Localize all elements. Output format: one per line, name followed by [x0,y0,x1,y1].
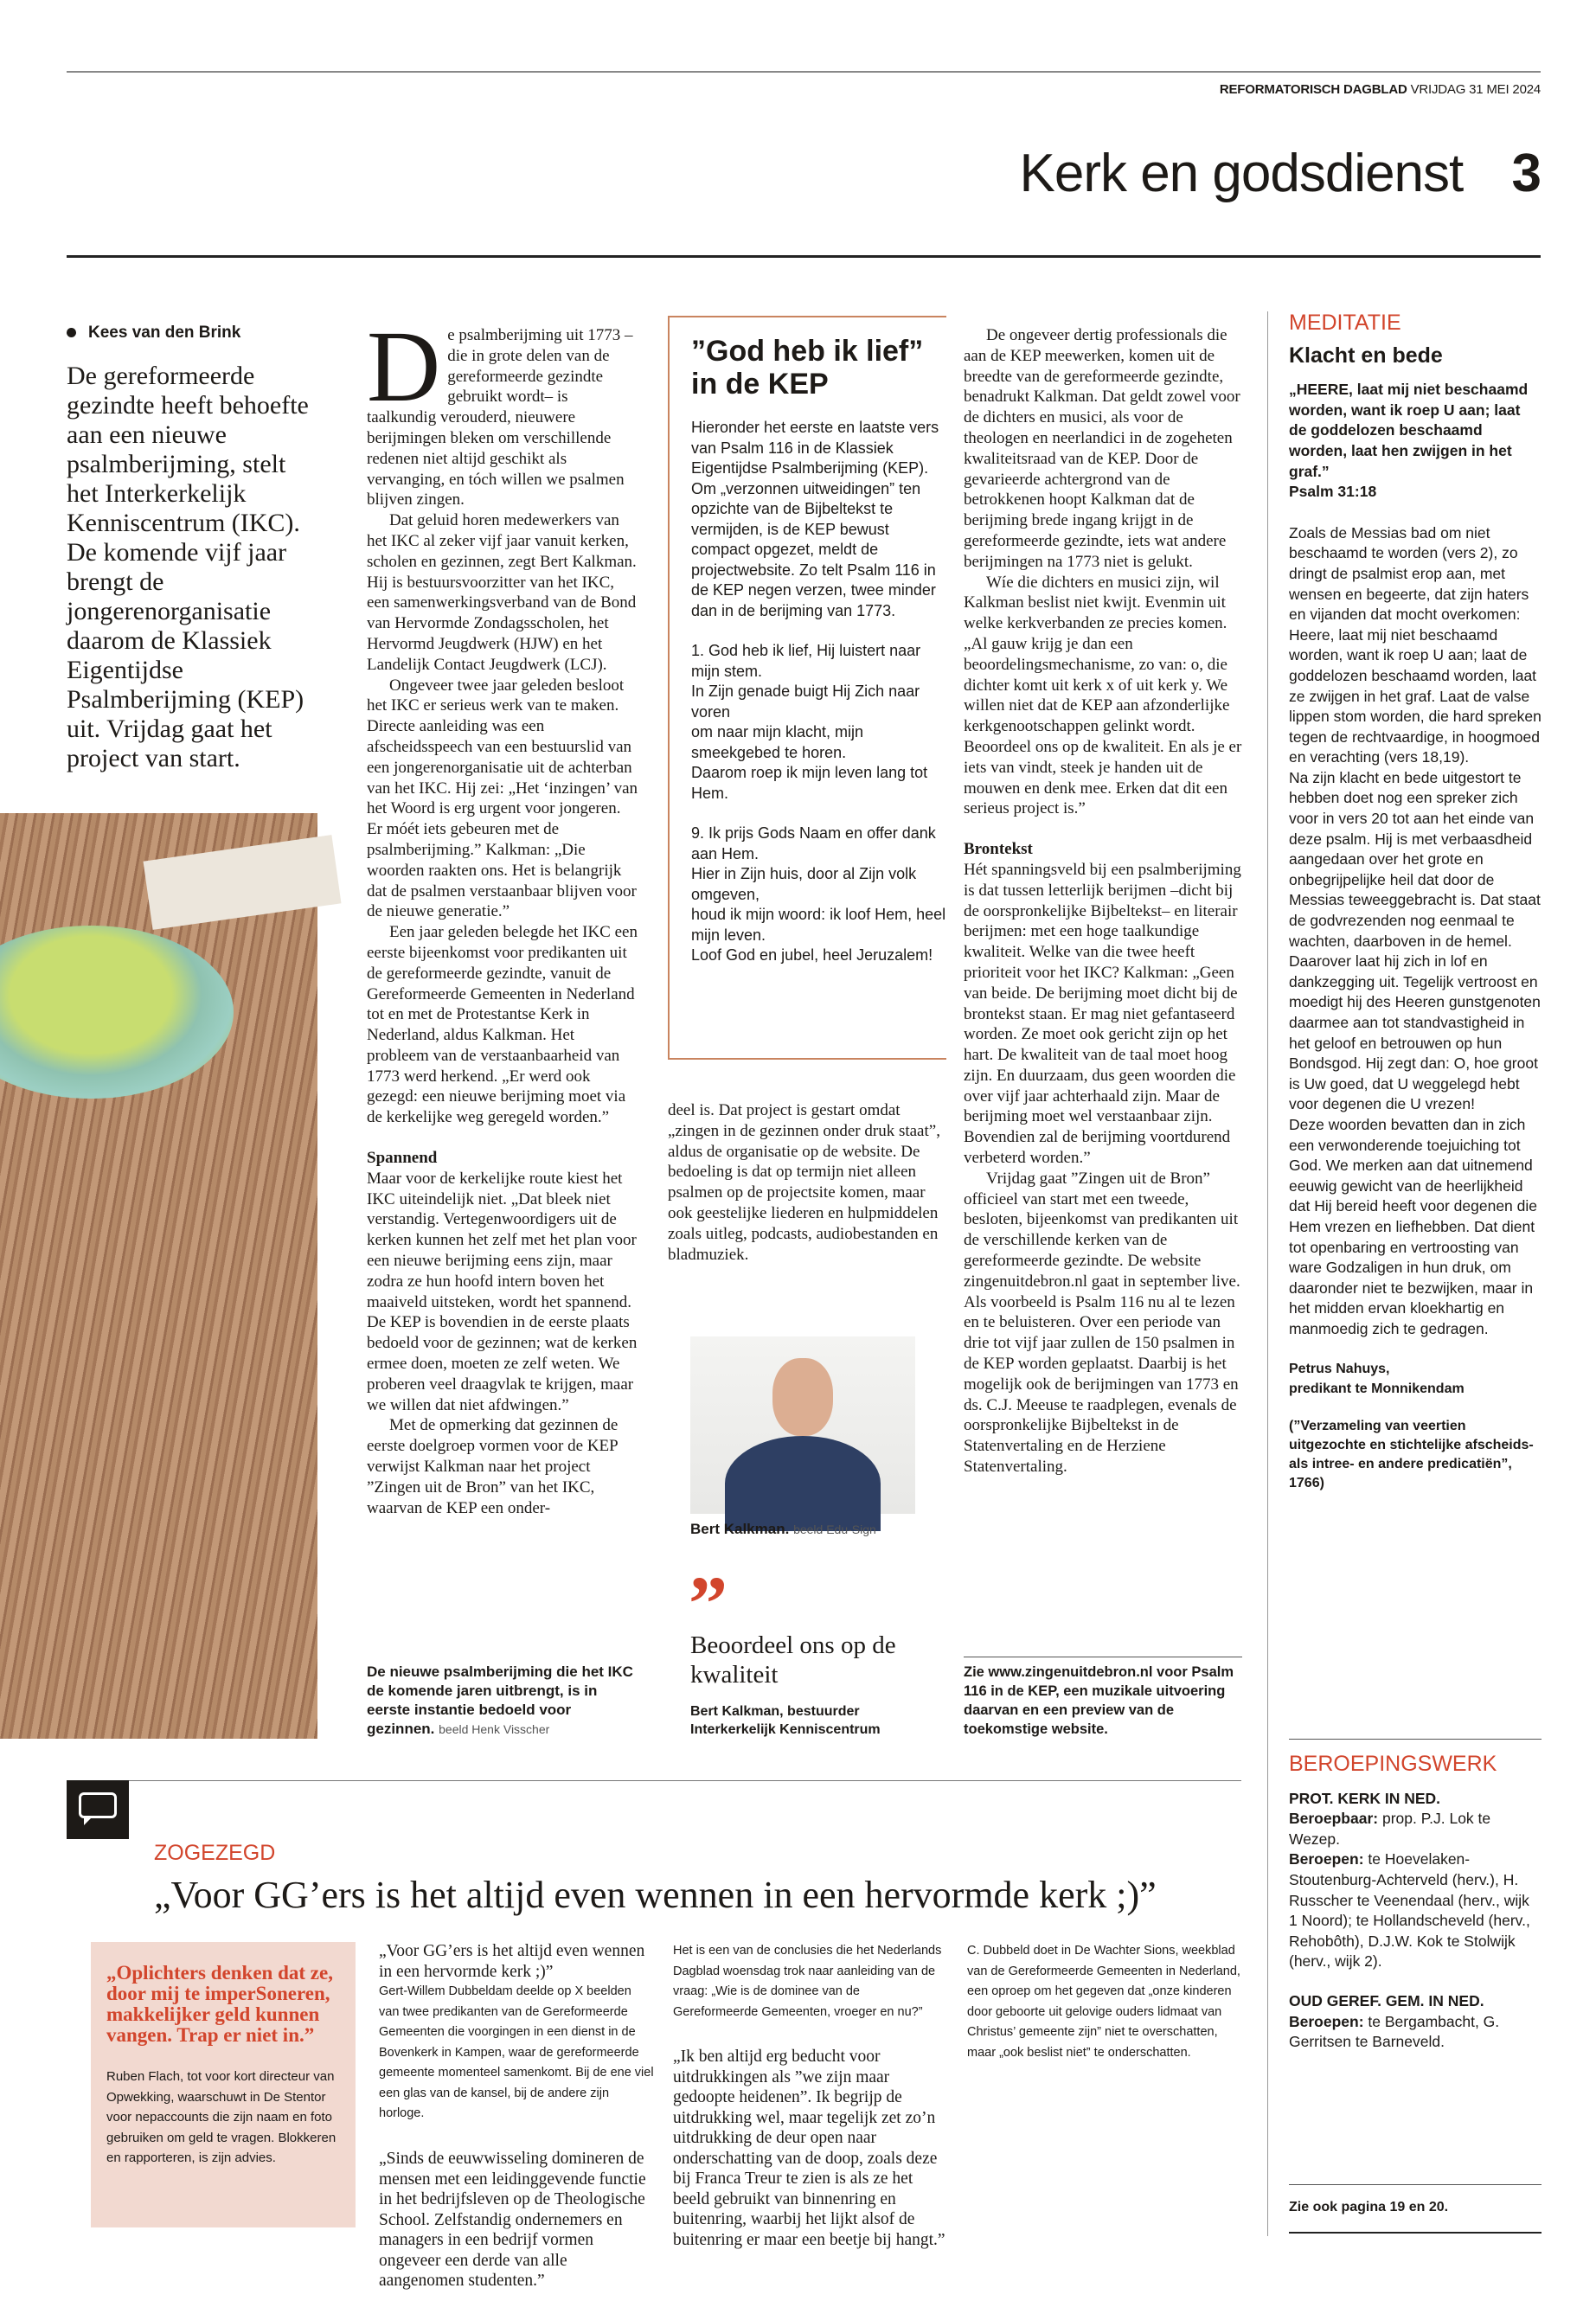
photo-caption [367,1663,640,1739]
meditatie-label: MEDITATIE [1289,311,1401,335]
church-group [1289,1789,1542,1972]
paper-name: REFORMATORISCH DAGBLAD [1219,82,1407,97]
portrait-photo [690,1336,915,1514]
pull-quote: Beoordeel ons op de kwaliteit [690,1631,896,1689]
quote-mark-icon: ” [689,1561,727,1647]
call-key: Beroepen: [1289,2012,1364,2030]
item-quote: „Sinds de eeuwwisseling domineren de mensen met een leidinggevende functie in het bedrijfsleven op de Theologische School. Zelfstandig ondernemers en managers in een bedrijf vormen ongeveer een derde van alle aangenomen studenten.” [379,2150,646,2290]
zogezegd-headline: „Voor GG’ers is het altijd even wennen in een hervormde kerk ;)” [154,1874,1157,1916]
verse-line: houd ik mijn woord: ik loof Hem, heel mijn leven. [691,906,946,944]
meditatie-body: Deze woorden bevatten dan in zich een verwonderende toejuiching tot God. We merken aan dat uitnemend eeuwig gewicht van de heerlijkheid dat Hij bereid heeft voor degenen die Hem vrezen en liefhebben. Dat dient tot openbaring en vertroosting van ware Godzaligen in hun druk, om daaronder niet te bezwijken, maar in het midden ervan kloekhartig en manmoedig zich te gedragen. [1289,1115,1538,1337]
meditatie-author: Petrus Nahuys, [1289,1361,1390,1376]
verse-line: Loof God en jubel, heel Jeruzalem! [691,946,933,964]
verse-line: In Zijn genade buigt Hij Zich naar voren [691,683,920,721]
sidebar-rule [1289,2184,1542,2185]
section-title: Kerk en godsdienst [1019,144,1464,203]
sidebar-rule [1289,2232,1542,2234]
paragraph: Hét spanningsveld bij een psalmberijming is dat tussen letterlijk berijmen –dicht bij de oorspronkelijke Bijbeltekst– en literair berijmen: met een hoge taalkundige kwaliteit. Welke van die twee heeft prioriteit voor het IKC? Kalkman: „Geen van beide. De berijming moet dicht bij de brontekst staan. Er mag niet gefantaseerd worden. Ze moet ook gericht zijn op het hart. De kwaliteit van de taal moet hoog zijn. En duurzaam, dus geen woorden die over vijf jaar achterhaald zijn. Maar de berijming moet wel verstaanbaar zijn. Bovendien zal de berijming voortdurend verbeterd worden.” [964,860,1241,1168]
meditatie-body: Na zijn klacht en bede uitgestort te hebben doet nog een spreker zich voor in vers 20 tot aan het einde van deze psalm. Hij is met verbaasdheid aangedaan over het grote en onbegrijpelijke heil dat door de Messias teweeggebracht is. Dat staat de godvrezenden nog eenmaal te wachten, daarboven in de hemel. Daarover laat hij zich in lof en dankzegging uit. Tegelijk vertroost en moedigt hij des Heeren gunstgenoten daarmee aan tot standvastigheid in het geloof en betrouwen op hun Bondsgod. Hij zegt dan: O, hoe groot is Uw goed, dat U weggelegd hebt voor degenen die U vrezen! [1289,768,1541,1113]
page-number: 3 [1511,144,1541,203]
paragraph: Dat geluid horen medewerkers van het IKC al zeker vijf jaar vanuit kerken, scholen en gezinnen, zegt Bert Kalkman. Hij is bestuursvoorzitter van het IKC, een samenwerkingsverband van de Bond van Hervormde Zondagsscholen, het Hervormd Jeugdwerk (HJW) en het Landelijk Contact Jeugdwerk (LCJ). [367,511,637,674]
subheading: Brontekst [964,840,1033,859]
box-intro: Hieronder het eerste en laatste vers van Psalm 116 in de Klassiek Eigentijdse Psalmberijming (KEP). Om „verzonnen uitweidingen” ten opzichte van de Bijbeltekst te vermijden, is de KEP bewust compact opgezet, meldt de projectwebsite. Zo telt Psalm 116 in de KEP negen verzen, twee minder dan in de berijming van 1773. [691,419,939,619]
pull-quote-author: Bert Kalkman, bestuurder Interkerkelijk Kenniscentrum [690,1704,881,1737]
drop-cap: D [367,310,441,423]
item-source: Het is een van de conclusies die het Nederlands Dagblad woensdag trok naar aanleiding van de vraag: „Wie is de dominee van de Gereformeerde Gemeenten, vroeger en nu?” [673,1944,942,2019]
speech-bubble-icon [67,1780,129,1839]
zogezegd-rule [67,1780,1241,1781]
bowl-shape [0,926,234,1099]
paragraph: Een jaar geleden belegde het IKC een eerste bijeenkomst voor predikanten uit de gereformeerde gezindte, vanuit de Gereformeerde Gemeenten in Nederland tot en met de Protestantse Kerk in Nederland, aldus Kalkman. Het probleem van de verstaanbaarheid van 1773 werd herkend. „Er werd ook gezegd: een nieuwe berijming moet via de kerkelijke weg geregeld worden.” [367,923,638,1127]
beroepingswerk [1289,1754,1542,2053]
meditatie-quote: „HEERE, laat mij niet beschaamd worden, want ik roep U aan; laat de goddelozen beschaamd worden, laat hen zwijgen in het graf.” [1289,381,1529,480]
bowl-photo [0,813,317,1739]
zogezegd-item [379,2149,654,2290]
verse-line: 9. Ik prijs Gods Naam en offer dank aan Hem. [691,824,936,862]
paragraph: Maar voor de kerkelijke route kiest het IKC uiteindelijk niet. „Dat bleek niet verstandig. Vertegenwoordigers uit de kerken kunnen het zelf met het plan voor een nieuwe berijming eens zijn, maar zodra ze hun hoofd intern boven het maaiveld uitsteken, wordt het spannend. De KEP is bovendien in de eerste plaats bedoeld voor de gezinnen; wat de kerken ermee doen, moeten ze zelf weten. We proberen veel draagvlak te krijgen, maar we willen dat niet afdwingen.” [367,1169,638,1414]
caption-text: De nieuwe psalmberijming die het IKC de komende jaren uitbrengt, is in eerste instantie bedoeld voor gezinnen. [367,1663,633,1737]
caption-credit: beeld Henk Visscher [439,1722,550,1736]
item-quote: „Ik ben altijd erg beducht voor uitdrukkingen als ”we zijn maar gedoopte heidenen”. Ik begrijp de uitdrukking wel, maar tegelijk zet zo’n uitdrukking de deur open naar onderschatting van de doop, zoals deze bij Franca Treur te zien is als ze het beeld gebruikt van binnenring en buitenring, waarbij het lijkt alsof de buitenring er maar een beetje bij hangt.” [673,2048,945,2249]
paragraph: Met de opmerking dat gezinnen de eerste doelgroep vormen voor de KEP verwijst Kalkman naar het project ”Zingen uit de Bron” van het IKC, waarvan de KEP een onder- [367,1416,619,1517]
psalm-box [668,316,946,1060]
intro: De gereformeerde gezindte heeft behoefte aan een nieuwe psalmberijming, stelt het Interkerkelijk Kenniscentrum (IKC). De komende vijf jaar brengt de jongerenorganisatie daarom de Klassiek Eigentijdse Psalmberijming (KEP) uit. Vrijdag gaat het project van start. [67,362,309,772]
website-note: Zie www.zingenuitdebron.nl voor Psalm 116 in de KEP, een muzikale uitvoering daarvan en een preview van de toekomstige website. [964,1664,1234,1737]
call-value: te Bergambacht, G. Gerritsen te Barneveld. [1289,2012,1500,2051]
paragraph: De ongeveer dertig professionals die aan de KEP meewerken, komen uit de breedte van de gereformeerde gezindte, benadrukt Kalkman. Dat geldt zowel voor de dichters en musici, als voor de theologen en neerlandici in de zogeheten kwaliteitsraad van de KEP. Door de gevarieerde achtergrond van de betrokkenen hoopt Kalkman dat de berijming brede ingang krijgt in de gereformeerde gezindte, iets wat andere berijmingen na 1773 niet is gelukt. [964,326,1240,571]
box-quote: „Oplichters denken dat ze, door mij te imperSoneren, makkelijker geld kunnen vangen. Trap er niet in.” [106,1962,333,2046]
call-line [1289,1809,1542,1849]
article-col-2 [367,310,640,1518]
item-source: Gert-Willem Dubbeldam deelde op X beelden van twee predikanten van de Gereformeerde Gemeenten die voorgingen in een dienst in de Bovenkerk in Kampen, waar de gereformeerde gemeente momenteel samenkomt. Bij de ene viel een glas van de kansel, bij de andere zijn horloge. [379,1984,654,2120]
sidebar-rule [1289,1739,1542,1740]
zogezegd-label: ZOGEZEGD [154,1841,276,1865]
book-shape [144,835,342,930]
top-rule [67,71,1541,73]
subheading: Spannend [367,1149,438,1168]
meditatie-author-role: predikant te Monnikendam [1289,1381,1465,1397]
portrait-caption [690,1521,876,1538]
head-shape [772,1358,833,1436]
meditatie-source: (”Verzameling van veertien uitgezochte en stichtelijke afscheids- als intree- en andere predicatiën”, 1766) [1289,1418,1534,1490]
author-name: Kees van den Brink [88,324,241,342]
meditatie-ref: Psalm 31:18 [1289,483,1377,501]
zogezegd-item [673,1941,946,2250]
church-name: OUD GEREF. GEM. IN NED. [1289,1991,1484,2009]
call-key: Beroepbaar: [1289,1810,1379,1828]
paragraph: Ongeveer twee jaar geleden besloot het IKC er serieus werk van te maken. Directe aanleiding was een afscheidsspeech van een bestuurslid van een jongerenorganisatie uit de achterban van het IKC. Hij zei: „Het ‘inzingen’ van het Woord is erg urgent voor jongeren. Er móét iets gebeuren met de psalmberijming.” Kalkman: „Die woorden raakten ons. Het is belangrijk dat de psalmen verstaanbaar blijven voor de nieuwe generatie.” [367,676,638,921]
box-title: ”God heb ik lief” in de KEP [691,335,924,401]
meditatie-title: Klacht en bede [1289,343,1443,368]
see-also-link[interactable]: Zie ook pagina 19 en 20. [1289,2200,1449,2214]
verse-line: 1. God heb ik lief, Hij luistert naar mijn stem. [691,642,921,680]
box-text: Ruben Flach, tot voor kort directeur van Opwekking, waarschuwt in De Stentor voor nepaccounts die zijn naam en foto gebruiken om geld te vragen. Blokkeren en rapporteren, is zijn advies. [106,2069,337,2165]
verse-line: Daarom roep ik mijn leven lang tot Hem. [691,764,928,802]
call-value: te Hoevelaken-Stoutenburg-Achterveld (herv.), H. Russcher te Veenendaal (herv., wijk 1 Noord); te Hollandscheveld (herv., Rehobôth), D.J.W. Kok te Stolwijk (herv., wijk 2). [1289,1850,1530,1971]
zogezegd-item [379,1941,654,2125]
meditatie-body: Zoals de Messias bad om niet beschaamd te worden (vers 2), zo dringt de psalmist erop aan, met wensen en begeerte, dat zijn haters en vijanden dat mocht overkomen: Heere, laat mij niet beschaamd worden, want ik roep U aan; laat de goddelozen beschaamd worden, laat ze zwijgen in het graf. Laat de valse lippen stom worden, die hard spreken tegen de rechtvaardige, in hoogmoed en verachting (vers 18,19). [1289,523,1542,766]
article-col-4 [964,325,1242,1477]
caption-text: Bert Kalkman. [690,1521,790,1537]
bullet-icon [67,328,76,337]
body-shape [725,1436,881,1531]
zogezegd-item [967,1941,1242,2063]
church-group [1289,1991,1542,2053]
meditatie [1289,313,1542,1493]
item-quote: „Voor GG’ers is het altijd even wennen in een hervormde kerk ;)” [379,1942,645,1981]
church-name: PROT. KERK IN NED. [1289,1789,1441,1807]
issue-date: VRIJDAG 31 MEI 2024 [1410,82,1541,97]
call-value: prop. P.J. Lok te Wezep. [1289,1810,1491,1848]
article-col-3: deel is. Dat project is gestart omdat „zingen in de gezinnen onder druk staat”, aldus de organisatie op de website. De bedoeling is dat op termijn niet alleen psalmen op de projectsite komen, maar ook geestelijke liederen en hulpmiddelen zoals uitleg, podcasts, audiobestanden en bladmuziek. [668,1101,940,1264]
call-line [1289,1849,1542,1972]
paragraph: Vrijdag gaat ”Zingen uit de Bron” officieel van start met een tweede, besloten, bijeenkomst van predikanten uit de verschillende kerken van de gereformeerde gezindte. De website zingenuitdebron.nl gaat in september live. Als voorbeeld is Psalm 116 nu al te lezen en te beluisteren. Over een periode van drie tot vijf jaar zullen de 150 psalmen in de KEP worden geplaatst. Daarbij is het mogelijk ook de berijmingen van 1773 en ds. C.J. Meeuse te raadplegen, evenals de oorspronkelijke Bijbeltekst in de Statenvertaling en de Herziene Statenvertaling. [964,1169,1240,1477]
sidebar-divider [1267,311,1268,2236]
header-rule [67,255,1541,258]
byline [67,324,240,343]
caption-credit: beeld Edu-Sign [793,1522,876,1536]
verse-9 [691,824,946,966]
verse-1 [691,641,946,804]
verse-line: om naar mijn klacht, mijn smeekgebed te horen. [691,723,864,761]
quote-box [91,1942,356,2227]
verse-line: Hier in Zijn huis, door al Zijn volk omgeven, [691,865,917,903]
call-line [1289,2012,1542,2053]
section-header [1019,143,1541,204]
beroepingswerk-label: BEROEPINGSWERK [1289,1752,1497,1776]
item-source: C. Dubbeld doet in De Wachter Sions, weekblad van de Gereformeerde Gemeenten in Nederland, een oproep om het gegeven dat „onze kinderen door geboorte uit gelovige ouders lidmaat van Christus’ gemeente zijn” niet te overschatten, maar „ook beslist niet” te onderschatten. [967,1944,1240,2060]
paragraph: e psalmberijming uit 1773 –die in grote delen van de gereformeerde gezindte gebruikt wordt– is taalkundig verouderd, nieuwere berijmingen bleken om verschillende redenen niet altijd geschikt als vervanging, en tóch willen we psalmen blijven zingen. [367,326,633,510]
masthead [1220,82,1541,97]
call-key: Beroepen: [1289,1850,1364,1868]
paragraph: Wíe die dichters en musici zijn, wil Kalkman beslist niet kwijt. Evenmin uit welke kerkverbanden ze precies komen. „Al gauw krijg je dan een beoordelingsmechanisme, zo van: o, die dichter komt uit kerk x of uit kerk y. We willen niet dat de KEP aan afzonderlijke kerkgenootschappen gelinkt wordt. Beoordeel ons op de kwaliteit. En als je er iets van vindt, steek je handen uit de mouwen en denk mee. Erken dat dit een serieus project is.” [964,573,1242,818]
